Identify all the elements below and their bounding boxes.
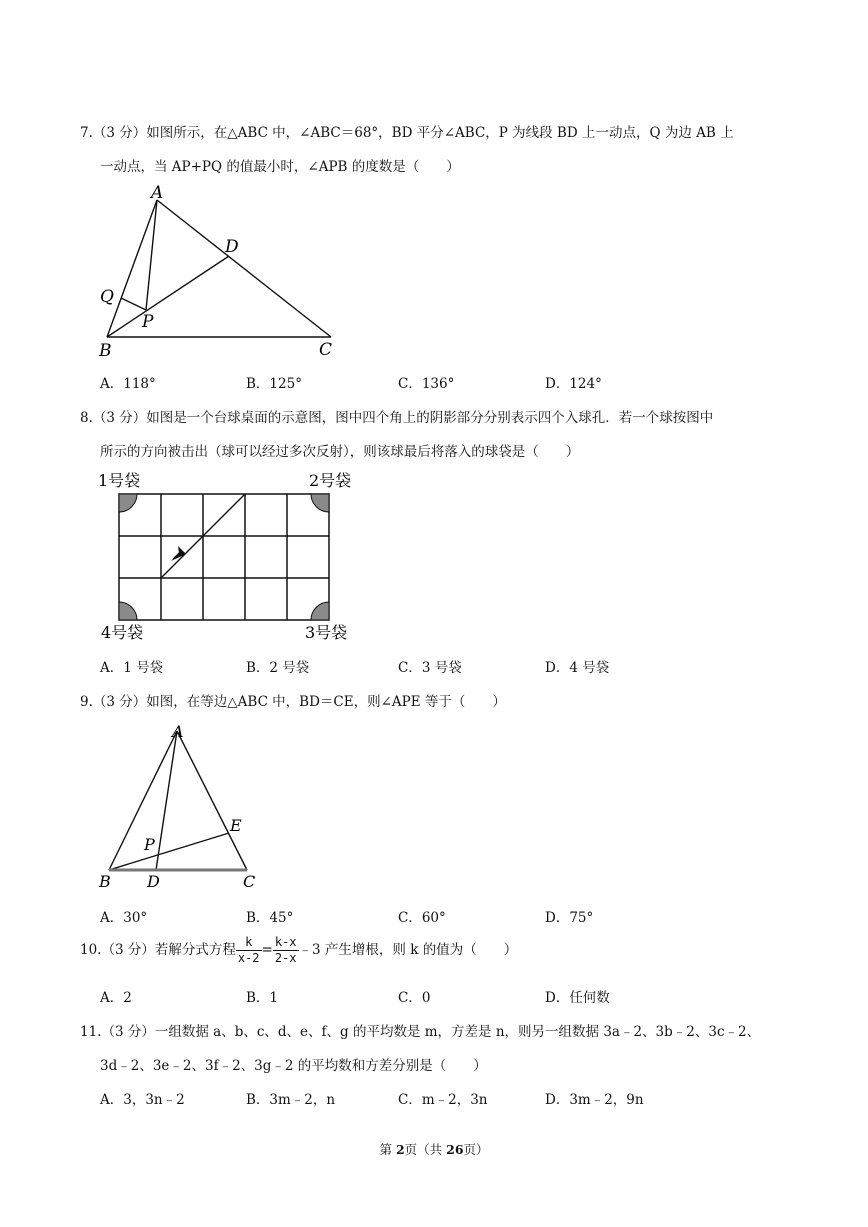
q9-label-e: E xyxy=(230,816,242,835)
q10-fraction-right xyxy=(273,935,299,966)
q9-option-b: B．45° xyxy=(246,910,294,926)
q10-fraction-left xyxy=(236,935,262,966)
q7-triangle-figure xyxy=(95,180,345,360)
q10-option-c: C．0 xyxy=(398,990,431,1006)
q10-option-d: D．任何数 xyxy=(545,990,610,1006)
q7-label-b: B xyxy=(99,341,112,361)
q7-option-d: D．124° xyxy=(545,376,602,392)
pocket-4-shape xyxy=(119,602,137,620)
pocket-4-label: 4号袋 xyxy=(101,623,144,642)
q9-label-d: D xyxy=(147,872,160,891)
pocket-3-label: 3号袋 xyxy=(305,623,348,642)
q8-option-d: D．4 号袋 xyxy=(545,660,610,676)
q10-option-a: A．2 xyxy=(100,990,132,1006)
q7-label-c: C xyxy=(319,340,333,360)
q11-line1: 11.（3 分）一组数据 a、b、c、d、e、f、g 的平均数是 m，方差是 n，则另一组数据 3a﹣2、3b﹣2、3c﹣2、 xyxy=(80,1024,761,1040)
q9-option-c: C．60° xyxy=(398,910,446,926)
q7-label-q: Q xyxy=(100,287,114,307)
pocket-1-shape xyxy=(119,494,137,512)
q10-line xyxy=(80,935,517,966)
q9-equilateral-figure xyxy=(95,715,275,895)
pocket-2-shape xyxy=(311,494,329,512)
q10-equals: = xyxy=(261,942,273,958)
total-page-number: 26 xyxy=(446,1142,464,1157)
pocket-1-label: 1号袋 xyxy=(98,471,141,490)
q9-option-d: D．75° xyxy=(545,910,594,926)
q8-option-b: B．2 号袋 xyxy=(246,660,310,676)
q7-line1: 7.（3 分）如图所示，在△ABC 中，∠ABC＝68°，BD 平分∠ABC，P 为线段 BD 上一动点，Q 为边 AB 上 xyxy=(80,125,734,141)
q8-line2: 所示的方向被击出（球可以经过多次反射），则该球最后将落入的球袋是（ ） xyxy=(100,444,580,460)
q11-option-b: B．3m﹣2，n xyxy=(246,1092,336,1108)
q7-label-p: P xyxy=(142,312,154,332)
q7-label-a: A xyxy=(151,183,164,203)
q10-suffix: ﹣3 产生增根，则 k 的值为（ ） xyxy=(298,942,518,958)
q11-option-a: A．3，3n﹣2 xyxy=(100,1092,185,1108)
current-page-number: 2 xyxy=(395,1142,405,1157)
q7-option-c: C．136° xyxy=(398,376,455,392)
q10-frac1-num: k xyxy=(236,935,262,951)
pocket-2-label: 2号袋 xyxy=(309,471,352,490)
q10-frac1-den: x-2 xyxy=(237,951,260,965)
q10-frac2-den: 2-x xyxy=(274,951,297,965)
q10-prefix: 10.（3 分）若解分式方程 xyxy=(80,942,236,958)
q7-line2: 一动点，当 AP+PQ 的值最小时，∠APB 的度数是（ ） xyxy=(100,159,460,175)
q9-line1: 9.（3 分）如图，在等边△ABC 中，BD＝CE，则∠APE 等于（ ） xyxy=(80,694,506,710)
q9-label-b: B xyxy=(99,872,111,891)
q9-label-p: P xyxy=(144,835,155,854)
q9-label-c: C xyxy=(243,872,256,891)
q7-option-b: B．125° xyxy=(246,376,302,392)
q8-billiard-table-figure xyxy=(95,466,365,644)
pocket-3-shape xyxy=(311,602,329,620)
q10-option-b: B．1 xyxy=(246,990,279,1006)
q11-option-c: C．m﹣2，3n xyxy=(398,1092,488,1108)
q10-frac2-num: k-x xyxy=(274,935,297,949)
q8-option-a: A．1 号袋 xyxy=(100,660,164,676)
q11-option-d: D．3m﹣2，9n xyxy=(545,1092,644,1108)
q8-line1: 8.（3 分）如图是一个台球桌面的示意图，图中四个角上的阴影部分分别表示四个入球孔．若一个球按图中 xyxy=(80,410,714,426)
q9-label-a: A xyxy=(172,722,184,741)
q9-option-a: A．30° xyxy=(100,910,148,926)
q8-option-c: C．3 号袋 xyxy=(398,660,462,676)
q7-option-a: A．118° xyxy=(100,376,156,392)
q7-label-d: D xyxy=(225,237,239,257)
page-footer: 第 2页（共 26页） xyxy=(379,1142,489,1157)
q11-line2: 3d﹣2、3e﹣2、3f﹣2、3g﹣2 的平均数和方差分别是（ ） xyxy=(100,1058,487,1074)
